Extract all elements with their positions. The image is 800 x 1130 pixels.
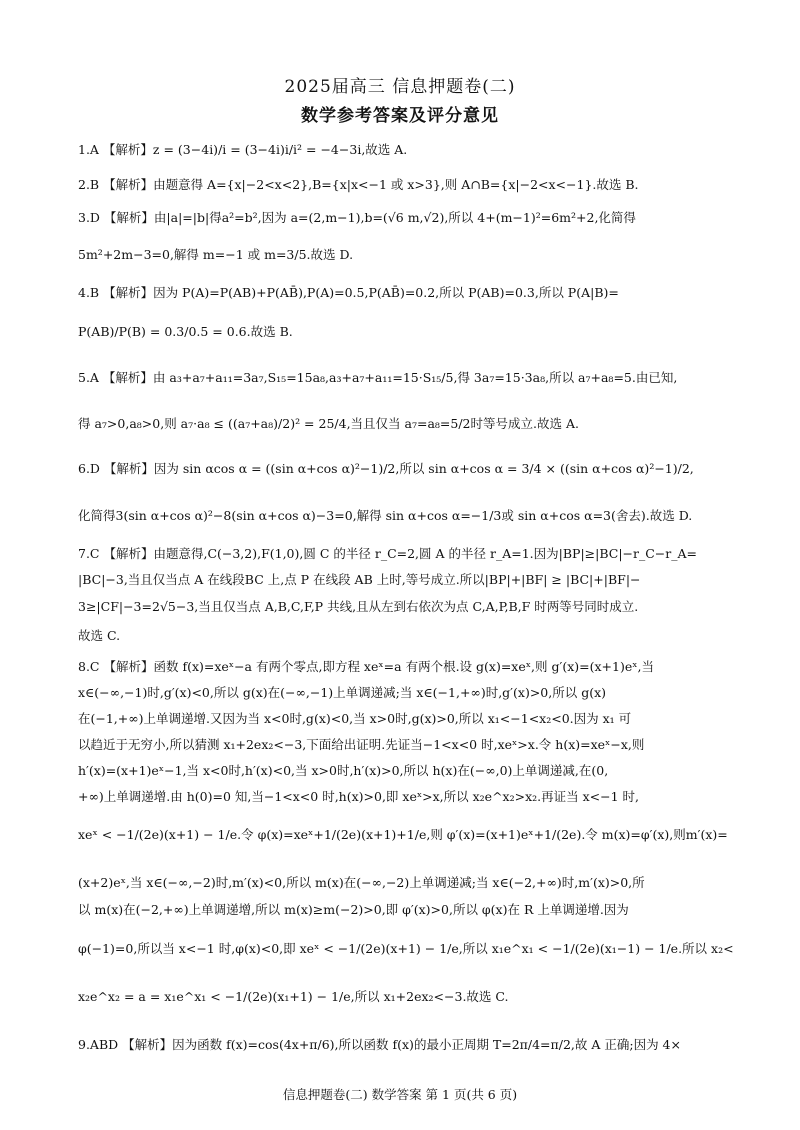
answer-line: 化简得3(sin α+cos α)²−8(sin α+cos α)−3=0,解得 sin α+cos α=−1/3或 sin α+cos α=3(舍去).故选 D. [78,508,693,523]
answer-line: P(AB)/P(B) = 0.3/0.5 = 0.6.故选 B. [78,324,293,339]
answer-line: 故选 C. [78,628,121,643]
answer-line: 7.C 【解析】由题意得,C(−3,2),F(1,0),圆 C 的半径 r_C=2,圆 A 的半径 r_A=1.因为|BP|≥|BC|−r_C−r_A= [78,546,697,561]
answer-line: h′(x)=(x+1)eˣ−1,当 x<0时,h′(x)<0,当 x>0时,h′(x)>0,所以 h(x)在(−∞,0)上单调递减,在(0, [78,763,609,778]
answer-line: 在(−1,+∞)上单调递增.又因为当 x<0时,g(x)<0,当 x>0时,g(x)>0,所以 x₁<−1<x₂<0.因为 x₁ 可 [78,711,632,726]
answer-line: 以 m(x)在(−2,+∞)上单调递增,所以 m(x)≥m(−2)>0,即 φ′(x)>0,所以 φ(x)在 R 上单调递增.因为 [78,902,629,917]
answer-line: 8.C 【解析】函数 f(x)=xeˣ−a 有两个零点,即方程 xeˣ=a 有两个根.设 g(x)=xeˣ,则 g′(x)=(x+1)eˣ,当 [78,659,655,674]
answer-line: 4.B 【解析】因为 P(A)=P(AB)+P(AB̄),P(A)=0.5,P(AB̄)=0.2,所以 P(AB)=0.3,所以 P(A|B)= [78,285,619,300]
answer-line: xeˣ < −1/(2e)(x+1) − 1/e.令 φ(x)=xeˣ+1/(2e)(x+1)+1/e,则 φ′(x)=(x+1)eˣ+1/(2e).令 m(x)=φ′(x),则m′(x)= [78,827,728,842]
answer-line: x₂e^x₂ = a = x₁e^x₁ < −1/(2e)(x₁+1) − 1/e,所以 x₁+2ex₂<−3.故选 C. [78,989,509,1004]
answer-line: |BC|−3,当且仅当点 A 在线段BC 上,点 P 在线段 AB 上时,等号成立.所以|BP|+|BF| ≥ |BC|+|BF|− [78,572,641,587]
answer-line: +∞)上单调递增.由 h(0)=0 知,当−1<x<0 时,h(x)>0,即 xeˣ>x,所以 x₂e^x₂>x₂.再证当 x<−1 时, [78,789,639,804]
answer-line: x∈(−∞,−1)时,g′(x)<0,所以 g(x)在(−∞,−1)上单调递减;当 x∈(−1,+∞)时,g′(x)>0,所以 g(x) [78,685,606,700]
exam-title: 2025届高三 信息押题卷(二) [284,77,516,97]
page-footer: 信息押题卷(二) 数学答案 第 1 页(共 6 页) [282,1087,518,1102]
answer-line: (x+2)eˣ,当 x∈(−∞,−2)时,m′(x)<0,所以 m(x)在(−∞,−2)上单调递减;当 x∈(−2,+∞)时,m′(x)>0,所 [78,875,645,890]
answer-line: 得 a₇>0,a₈>0,则 a₇·a₈ ≤ ((a₇+a₈)/2)² = 25/4,当且仅当 a₇=a₈=5/2时等号成立.故选 A. [78,416,579,431]
answer-line: 2.B 【解析】由题意得 A={x|−2<x<2},B={x|x<−1 或 x>3},则 A∩B={x|−2<x<−1}.故选 B. [78,177,639,192]
answer-key-title: 数学参考答案及评分意见 [301,106,499,126]
answer-line: 以趋近于无穷小,所以猜测 x₁+2ex₂<−3,下面给出证明.先证当−1<x<0 时,xeˣ>x.令 h(x)=xeˣ−x,则 [78,737,645,752]
answer-line: 3≥|CF|−3=2√5−3,当且仅当点 A,B,C,F,P 共线,且从左到右依次为点 C,A,P,B,F 时两等号同时成立. [78,599,639,614]
answer-line: 9.ABD 【解析】因为函数 f(x)=cos(4x+π/6),所以函数 f(x)的最小正周期 T=2π/4=π/2,故 A 正确;因为 4× [78,1037,681,1052]
answer-line: 5m²+2m−3=0,解得 m=−1 或 m=3/5.故选 D. [78,247,354,262]
answer-line: 6.D 【解析】因为 sin αcos α = ((sin α+cos α)²−1)/2,所以 sin α+cos α = 3/4 × ((sin α+cos α)²−1)/2, [78,461,694,476]
answer-line: φ(−1)=0,所以当 x<−1 时,φ(x)<0,即 xeˣ < −1/(2e)(x+1) − 1/e,所以 x₁e^x₁ < −1/(2e)(x₁−1) − 1/e.所以 x₂< [78,941,734,956]
answer-line: 1.A 【解析】z = (3−4i)/i = (3−4i)i/i² = −4−3i,故选 A. [78,142,408,157]
answer-line: 3.D 【解析】由|a|=|b|得a²=b²,因为 a=(2,m−1),b=(√6 m,√2),所以 4+(m−1)²=6m²+2,化简得 [78,210,636,225]
answer-line: 5.A 【解析】由 a₃+a₇+a₁₁=3a₇,S₁₅=15a₈,a₃+a₇+a₁₁=15·S₁₅/5,得 3a₇=15·3a₈,所以 a₇+a₈=5.由已知, [78,370,678,385]
